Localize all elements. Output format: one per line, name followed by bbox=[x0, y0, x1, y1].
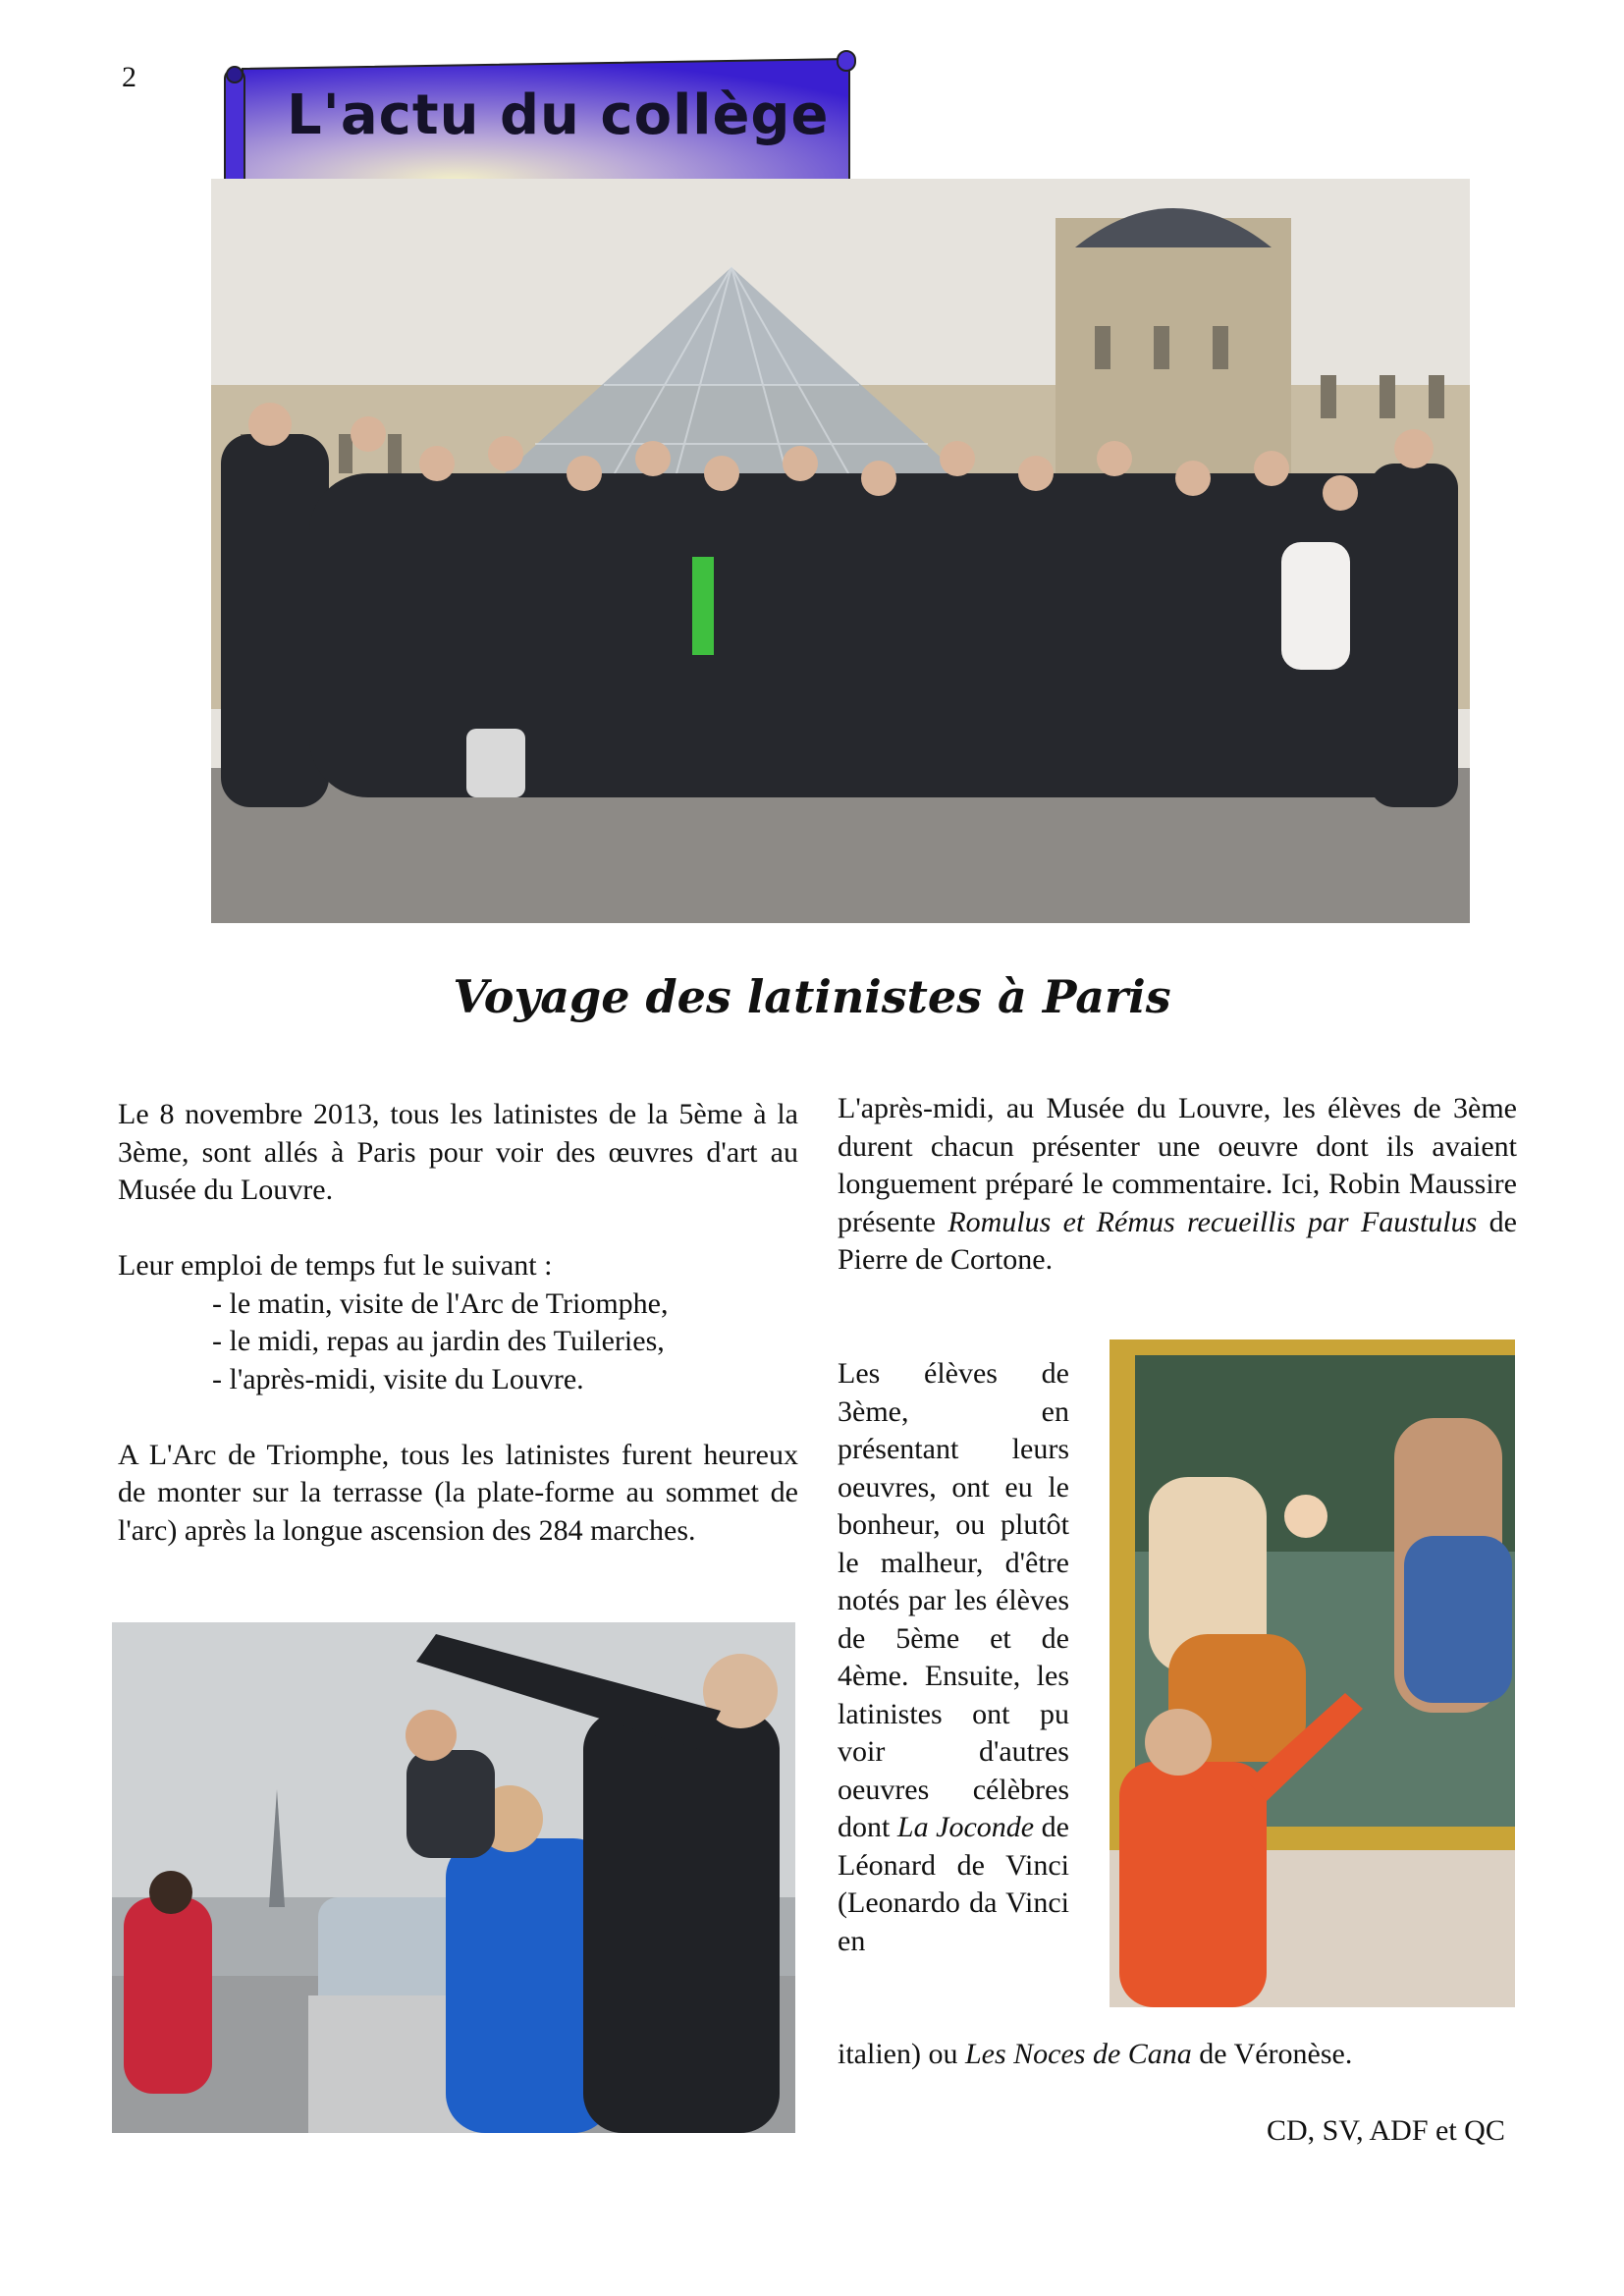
joconde-title: La Joconde bbox=[896, 1811, 1035, 1843]
schedule-intro: Leur emploi de temps fut le suivant : bbox=[118, 1249, 553, 1282]
arc-paragraph: A L'Arc de Triomphe, tous les latinistes furent heureux de monter sur la terrasse (la plate-forme au sommet de l'arc) après la longue ascension des 284 marches. bbox=[118, 1438, 798, 1547]
painting-title: Romulus et Rémus recueillis par Faustulus bbox=[947, 1205, 1478, 1238]
noces-title: Les Noces de Cana bbox=[964, 2038, 1192, 2070]
credits: CD, SV, ADF et QC bbox=[1267, 2114, 1505, 2147]
schedule-item: - l'après-midi, visite du Louvre. bbox=[212, 1362, 584, 1395]
intro-paragraph: Le 8 novembre 2013, tous les latinistes de la 5ème à la 3ème, sont allés à Paris pour voir des œuvres d'art au Musée du Louvre. bbox=[118, 1098, 798, 1206]
painting-presentation-photo bbox=[1110, 1339, 1515, 2007]
arc-de-triomphe-photo bbox=[112, 1622, 795, 2133]
louvre-paragraph: L'après-midi, au Musée du Louvre, les élèves de 3ème durent chacun présenter une oeuvre dont ils avaient longuement préparé le commentaire. Ici, Robin Maussire présente Romulus et Rémus recueillis par Faustulus de Pierre de Cortone. bbox=[838, 1092, 1517, 1276]
wrapped-paragraph: Les élèves de 3ème, en présentant leurs oeuvres, ont eu le bonheur, ou plutôt le malheur, d'être notés par les élèves de 5ème et de 4ème. Ensuite, les latinistes ont pu voir d'autres oeuvres célèbres dont La Joconde de Léonard de Vinci (Leonardo da Vinci en bbox=[838, 1357, 1069, 1957]
schedule-item: - le midi, repas au jardin des Tuileries, bbox=[212, 1325, 665, 1357]
article-title: Voyage des latinistes à Paris bbox=[453, 970, 1171, 1023]
schedule-item: - le matin, visite de l'Arc de Triomphe, bbox=[212, 1286, 669, 1320]
louvre-group-photo bbox=[211, 179, 1470, 923]
page-number: 2 bbox=[122, 61, 136, 93]
left-column bbox=[118, 1096, 798, 1550]
banner-title: L'actu du collège bbox=[287, 83, 830, 147]
right-column bbox=[838, 1090, 1517, 1280]
wrapped-paragraph-end: italien) ou Les Noces de Cana de Véronèse. bbox=[838, 2038, 1353, 2070]
